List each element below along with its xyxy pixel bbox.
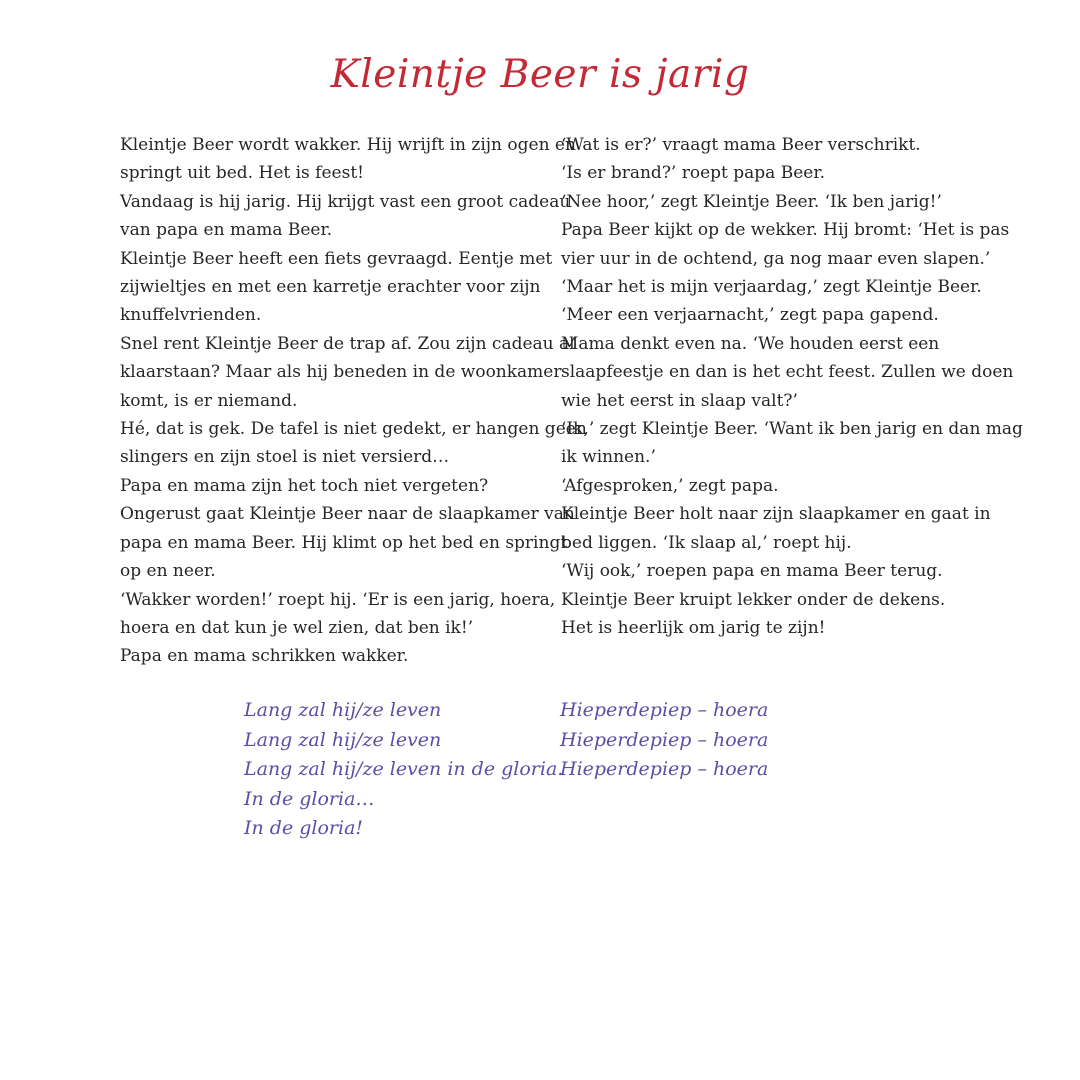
story-line: springt uit bed. Het is feest!	[120, 163, 364, 184]
song-line: Lang zal hij/ze leven	[244, 699, 442, 721]
song-line: Hieperdepiep – hoera	[560, 699, 769, 721]
page-title: Kleintje Beer is jarig	[330, 52, 750, 97]
story-line: vier uur in de ochtend, ga nog maar even slapen.’	[561, 248, 991, 269]
story-line: klaarstaan? Maar als hij beneden in de woonkamer	[120, 362, 562, 383]
story-line: Het is heerlijk om jarig te zijn!	[561, 617, 826, 638]
story-line: Kleintje Beer holt naar zijn slaapkamer en gaat in	[561, 504, 991, 525]
story-line: zijwieltjes en met een karretje erachter voor zijn	[120, 277, 541, 298]
story-line: Mama denkt even na. ‘We houden eerst een	[561, 333, 940, 354]
story-line: Hé, dat is gek. De tafel is niet gedekt, er hangen geen	[120, 419, 587, 440]
song-verse-right	[560, 696, 768, 785]
story-line: ‘Afgesproken,’ zegt papa.	[561, 475, 779, 496]
story-line: bed liggen. ‘Ik slaap al,’ roept hij.	[561, 532, 852, 553]
song-line: In de gloria!	[244, 817, 364, 840]
story-column-right	[561, 131, 1023, 642]
story-line: hoera en dat kun je wel zien, dat ben ik!’	[120, 617, 474, 638]
story-line: Snel rent Kleintje Beer de trap af. Zou zijn cadeau al	[120, 333, 575, 354]
story-line: slaapfeestje en dan is het echt feest. Zullen we doen	[561, 362, 1014, 383]
song-line: Hieperdepiep – hoera	[560, 758, 769, 781]
story-line: ‘Nee hoor,’ zegt Kleintje Beer. ‘Ik ben jarig!’	[561, 191, 942, 212]
story-line: ik winnen.’	[561, 447, 656, 468]
story-line: Kleintje Beer wordt wakker. Hij wrijft in zijn ogen en	[120, 135, 576, 155]
story-line: Papa en mama zijn het toch niet vergeten?	[120, 475, 489, 496]
story-line: ‘Is er brand?’ roept papa Beer.	[561, 163, 825, 184]
story-line: op en neer.	[120, 561, 216, 582]
song-line: In de gloria…	[244, 787, 375, 810]
song-line: Lang zal hij/ze leven in de gloria.	[244, 758, 564, 781]
story-line: ‘Ik,’ zegt Kleintje Beer. ‘Want ik ben jarig en dan mag	[561, 419, 1023, 440]
story-line: Ongerust gaat Kleintje Beer naar de slaapkamer van	[120, 504, 575, 525]
song-line: Lang zal hij/ze leven	[244, 728, 442, 751]
story-line: ‘Meer een verjaarnacht,’ zegt papa gapend.	[561, 305, 939, 326]
story-line: Papa en mama schrikken wakker.	[120, 646, 409, 667]
story-line: Papa Beer kijkt op de wekker. Hij bromt: ‘Het is pas	[561, 220, 1010, 241]
song-line: Hieperdepiep – hoera	[560, 728, 769, 751]
story-line: papa en mama Beer. Hij klimt op het bed en springt	[120, 532, 568, 553]
story-line: wie het eerst in slaap valt?’	[561, 390, 798, 411]
story-line: Kleintje Beer heeft een fiets gevraagd. Eentje met	[120, 248, 553, 269]
story-line: ‘Wat is er?’ vraagt mama Beer verschrikt.	[561, 135, 921, 155]
story-line: Vandaag is hij jarig. Hij krijgt vast een groot cadeau	[120, 191, 571, 212]
song-verse-left	[244, 696, 563, 844]
story-line: slingers en zijn stoel is niet versierd…	[120, 447, 450, 468]
story-line: ‘Maar het is mijn verjaardag,’ zegt Kleintje Beer.	[561, 277, 982, 298]
story-line: ‘Wij ook,’ roepen papa en mama Beer terug.	[561, 561, 943, 582]
story-column-left	[120, 131, 587, 671]
story-line: komt, is er niemand.	[120, 390, 298, 411]
story-line: ‘Wakker worden!’ roept hij. ‘Er is een jarig, hoera,	[120, 589, 556, 610]
story-line: van papa en mama Beer.	[120, 220, 333, 241]
story-line: Kleintje Beer kruipt lekker onder de dekens.	[561, 589, 946, 610]
story-line: knuffelvrienden.	[120, 305, 262, 326]
